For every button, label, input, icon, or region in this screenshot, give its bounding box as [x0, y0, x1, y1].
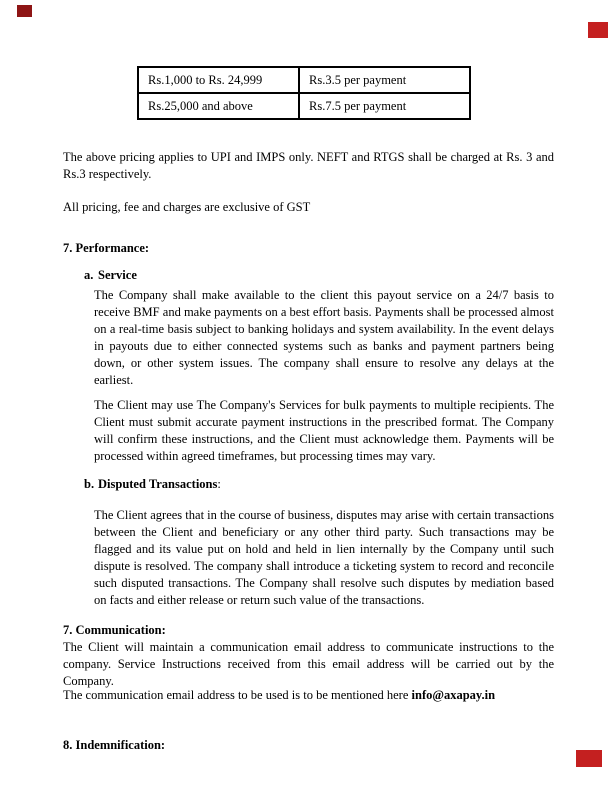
pricing-table-row [138, 67, 470, 93]
pricing-fee-cell: Rs.7.5 per payment [299, 93, 470, 119]
pricing-fee-cell: Rs.3.5 per payment [299, 67, 470, 93]
indemnification-heading: 8. Indemnification: [63, 738, 166, 752]
list-marker-a: a. [84, 268, 94, 282]
pricing-table-row [138, 93, 470, 119]
communication-paragraph: The Client will maintain a communication email address to communicate instructions to the company. Service Instructions received from this email address will be carried out by the Company. [63, 640, 554, 688]
disputed-subheading-label: Disputed Transactions [98, 477, 218, 491]
red-annotation-mark-bottom-right [576, 750, 602, 767]
service-subheading [84, 267, 137, 284]
communication-email: info@axapay.in [411, 688, 496, 702]
service-paragraph-1: The Company shall make available to the client this payout service on a 24/7 basis to receive BMF and make payments on a best effort basis. Payments shall be processed almost on a real-time basis subject to banking holidays and system availability. In the event delays in payouts due to either connected systems such as banks and payment partners being down, or other system issues. The company shall ensure to resolve any delays at the earliest. [94, 288, 554, 387]
pricing-note-paragraph: The above pricing applies to UPI and IMPS only. NEFT and RTGS shall be charged at Rs. 3 and Rs.3 respectively. [63, 150, 554, 181]
communication-email-line [63, 687, 554, 704]
red-annotation-mark-top-left [17, 5, 32, 17]
pricing-range-cell: Rs.1,000 to Rs. 24,999 [138, 67, 299, 93]
communication-heading: 7. Communication: [63, 623, 166, 637]
disputed-subheading-colon: : [217, 477, 221, 491]
gst-note-paragraph: All pricing, fee and charges are exclusive of GST [63, 200, 311, 214]
pricing-range-cell: Rs.25,000 and above [138, 93, 299, 119]
disputed-paragraph: The Client agrees that in the course of business, disputes may arise with certain transactions between the Client and beneficiary or any other third party. Such transactions may be flagged and its value put on hold and held in lien internally by the Company until such dispute is resolved. The company shall introduce a ticketing system to record and reconcile such disputed transactions. The Company shall resolve such disputes by mediation based on facts and either release or return such value of the transactions. [94, 508, 554, 607]
list-marker-b: b. [84, 477, 95, 491]
email-line-prefix: The communication email address to be used is to be mentioned here [63, 688, 412, 702]
service-paragraph-2: The Client may use The Company's Services for bulk payments to multiple recipients. The Client must submit accurate payment instructions in the prescribed format. The Company will confirm these instructions, and the Client must acknowledge them. Payments will be processed within agreed timeframes, but processing times may vary. [94, 398, 554, 463]
red-annotation-mark-top-right [588, 22, 608, 38]
disputed-transactions-subheading [84, 476, 221, 493]
performance-heading: 7. Performance: [63, 241, 150, 255]
pricing-table [137, 66, 471, 120]
service-subheading-label: Service [98, 268, 137, 282]
